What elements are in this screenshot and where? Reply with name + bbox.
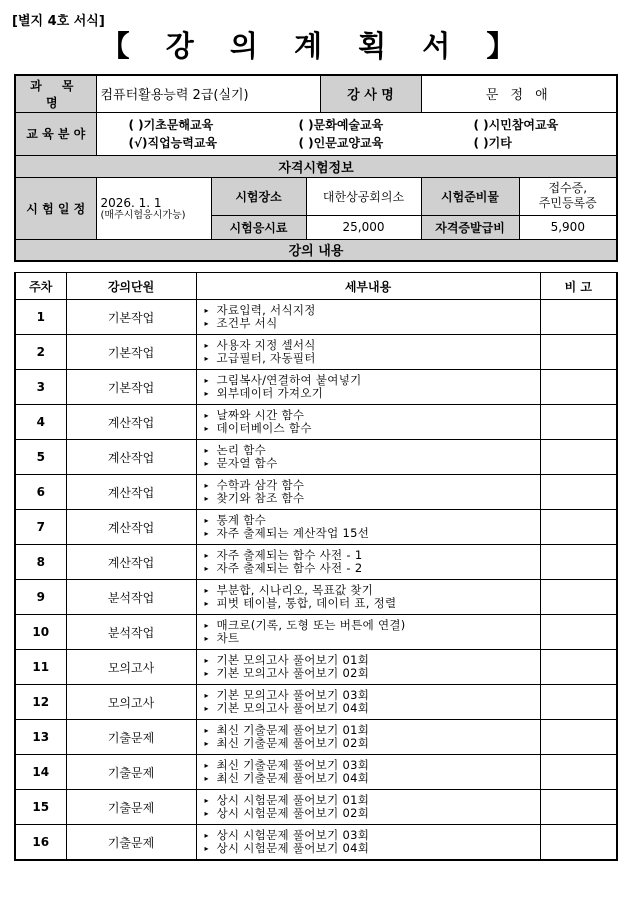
plan-row — [15, 510, 617, 545]
materials-line-1: 접수증, — [548, 181, 588, 195]
lecture-unit: 계산작업 — [66, 440, 196, 475]
detail-text: 피벗 테이블, 통합, 데이터 표, 정렬 — [216, 596, 397, 610]
triangle-bullet-icon: ▸ — [204, 621, 209, 630]
exam-date-value: 2026. 1. 1 — [100, 195, 162, 210]
detail-text: 문자열 함수 — [216, 456, 278, 470]
detail-list-cell — [196, 650, 540, 685]
option-basic-literacy: ( )기초문해교육 — [128, 118, 214, 132]
detail-list-cell — [196, 405, 540, 440]
option-other: ( )기타 — [473, 136, 512, 150]
detail-item — [205, 457, 536, 470]
qualification-section-header: 자격시험정보 — [15, 155, 617, 177]
instructor-value: 문 정 애 — [421, 75, 617, 112]
lecture-unit: 기출문제 — [66, 790, 196, 825]
detail-list — [201, 724, 536, 750]
plan-row — [15, 650, 617, 685]
detail-text: 통계 함수 — [216, 513, 267, 527]
remarks-cell — [540, 440, 617, 475]
triangle-bullet-icon: ▸ — [204, 516, 209, 525]
detail-text: 상시 시험문제 풀어보기 03회 — [216, 828, 370, 842]
triangle-bullet-icon: ▸ — [204, 691, 209, 700]
detail-item — [205, 597, 536, 610]
plan-row — [15, 440, 617, 475]
week-number: 16 — [15, 825, 66, 861]
triangle-bullet-icon: ▸ — [204, 634, 209, 643]
detail-item — [205, 387, 536, 400]
lecture-unit: 기출문제 — [66, 825, 196, 861]
subject-value: 컴퓨터활용능력 2급(실기) — [96, 75, 320, 112]
remarks-cell — [540, 545, 617, 580]
detail-text: 기본 모의고사 풀어보기 01회 — [216, 653, 370, 667]
detail-item — [205, 842, 536, 855]
lecture-unit: 기본작업 — [66, 370, 196, 405]
detail-text: 부분합, 시나리오, 목표값 찾기 — [216, 583, 374, 597]
detail-list — [201, 689, 536, 715]
detail-list-cell — [196, 580, 540, 615]
detail-text: 차트 — [216, 631, 240, 645]
triangle-bullet-icon: ▸ — [204, 796, 209, 805]
detail-list — [201, 479, 536, 505]
remarks-cell — [540, 510, 617, 545]
header-note: 비 고 — [540, 273, 617, 300]
detail-text: 수학과 삼각 함수 — [216, 478, 305, 492]
detail-list-cell — [196, 615, 540, 650]
detail-text: 기본 모의고사 풀어보기 03회 — [216, 688, 370, 702]
week-number: 13 — [15, 720, 66, 755]
education-field-grid — [127, 116, 617, 152]
header-details: 세부내용 — [196, 273, 540, 300]
option-humanities: ( )인문교양교육 — [298, 136, 384, 150]
plan-row — [15, 685, 617, 720]
exam-materials-value — [519, 177, 617, 215]
cert-fee-label: 자격증발급비 — [421, 215, 519, 239]
option-culture-arts: ( )문화예술교육 — [298, 118, 384, 132]
triangle-bullet-icon: ▸ — [204, 411, 209, 420]
triangle-bullet-icon: ▸ — [204, 389, 209, 398]
detail-text: 조건부 서식 — [216, 316, 278, 330]
triangle-bullet-icon: ▸ — [204, 564, 209, 573]
remarks-cell — [540, 685, 617, 720]
plan-row — [15, 755, 617, 790]
triangle-bullet-icon: ▸ — [204, 529, 209, 538]
triangle-bullet-icon: ▸ — [204, 306, 209, 315]
lecture-unit: 계산작업 — [66, 405, 196, 440]
plan-section-header: 강의 내용 — [15, 239, 617, 261]
detail-list-cell — [196, 510, 540, 545]
week-number: 8 — [15, 545, 66, 580]
option-civic: ( )시민참여교육 — [473, 118, 559, 132]
week-number: 9 — [15, 580, 66, 615]
detail-text: 최신 기출문제 풀어보기 01회 — [216, 723, 370, 737]
detail-item — [205, 422, 536, 435]
plan-header-row — [15, 273, 617, 300]
week-number: 6 — [15, 475, 66, 510]
week-number: 10 — [15, 615, 66, 650]
education-field-options — [96, 112, 617, 155]
week-number: 4 — [15, 405, 66, 440]
detail-text: 기본 모의고사 풀어보기 04회 — [216, 701, 370, 715]
triangle-bullet-icon: ▸ — [204, 551, 209, 560]
detail-list — [201, 829, 536, 855]
triangle-bullet-icon: ▸ — [204, 774, 209, 783]
remarks-cell — [540, 580, 617, 615]
triangle-bullet-icon: ▸ — [204, 599, 209, 608]
triangle-bullet-icon: ▸ — [204, 656, 209, 665]
detail-text: 최신 기출문제 풀어보기 02회 — [216, 736, 370, 750]
option-vocational: (√)직업능력교육 — [128, 136, 218, 150]
exam-place-label: 시험장소 — [211, 177, 306, 215]
triangle-bullet-icon: ▸ — [204, 424, 209, 433]
triangle-bullet-icon: ▸ — [204, 376, 209, 385]
remarks-cell — [540, 370, 617, 405]
detail-list — [201, 514, 536, 540]
remarks-cell — [540, 615, 617, 650]
detail-list — [201, 654, 536, 680]
detail-list — [201, 409, 536, 435]
week-number: 2 — [15, 335, 66, 370]
detail-list — [201, 374, 536, 400]
form-number-label: [별지 4호 서식] — [12, 14, 105, 29]
detail-text: 상시 시험문제 풀어보기 04회 — [216, 841, 370, 855]
detail-item — [205, 317, 536, 330]
detail-list-cell — [196, 825, 540, 861]
detail-item — [205, 772, 536, 785]
triangle-bullet-icon: ▸ — [204, 494, 209, 503]
detail-text: 그림복사/연결하여 붙여넣기 — [216, 373, 362, 387]
plan-row — [15, 405, 617, 440]
exam-date-label: 시 험 일 정 — [15, 177, 96, 239]
triangle-bullet-icon: ▸ — [204, 831, 209, 840]
plan-row — [15, 615, 617, 650]
detail-list-cell — [196, 720, 540, 755]
remarks-cell — [540, 335, 617, 370]
detail-item — [205, 619, 536, 632]
detail-item — [205, 702, 536, 715]
lecture-unit: 기출문제 — [66, 755, 196, 790]
plan-row — [15, 790, 617, 825]
detail-item — [205, 352, 536, 365]
detail-text: 자료입력, 서식지정 — [216, 303, 316, 317]
detail-text: 매크로(기록, 도형 또는 버튼에 연결) — [216, 618, 406, 632]
materials-line-2: 주민등록증 — [538, 196, 597, 210]
detail-item — [205, 492, 536, 505]
remarks-cell — [540, 790, 617, 825]
subject-label: 과 목 명 — [15, 75, 96, 112]
detail-list — [201, 304, 536, 330]
week-number: 15 — [15, 790, 66, 825]
triangle-bullet-icon: ▸ — [204, 704, 209, 713]
exam-place-value: 대한상공회의소 — [306, 177, 421, 215]
exam-date-note: (매주시험응시가능) — [100, 209, 186, 221]
lecture-unit: 기본작업 — [66, 300, 196, 335]
triangle-bullet-icon: ▸ — [204, 844, 209, 853]
remarks-cell — [540, 405, 617, 440]
week-number: 12 — [15, 685, 66, 720]
triangle-bullet-icon: ▸ — [204, 669, 209, 678]
lecture-plan-table — [14, 272, 618, 861]
detail-text: 상시 시험문제 풀어보기 01회 — [216, 793, 370, 807]
detail-text: 자주 출제되는 함수 사전 - 2 — [216, 561, 363, 575]
detail-item — [205, 667, 536, 680]
detail-list-cell — [196, 790, 540, 825]
detail-text: 자주 출제되는 계산작업 15선 — [216, 526, 370, 540]
cert-fee-value: 5,900 — [519, 215, 617, 239]
detail-list-cell — [196, 335, 540, 370]
detail-item — [205, 527, 536, 540]
detail-item — [205, 562, 536, 575]
plan-row — [15, 335, 617, 370]
plan-row — [15, 475, 617, 510]
week-number: 7 — [15, 510, 66, 545]
detail-item — [205, 737, 536, 750]
detail-text: 기본 모의고사 풀어보기 02회 — [216, 666, 370, 680]
detail-item — [205, 632, 536, 645]
detail-list — [201, 339, 536, 365]
detail-list — [201, 759, 536, 785]
week-number: 14 — [15, 755, 66, 790]
triangle-bullet-icon: ▸ — [204, 319, 209, 328]
plan-row — [15, 370, 617, 405]
triangle-bullet-icon: ▸ — [204, 739, 209, 748]
triangle-bullet-icon: ▸ — [204, 446, 209, 455]
plan-row — [15, 825, 617, 861]
lecture-unit: 분석작업 — [66, 580, 196, 615]
exam-materials-label: 시험준비물 — [421, 177, 519, 215]
exam-fee-value: 25,000 — [306, 215, 421, 239]
triangle-bullet-icon: ▸ — [204, 354, 209, 363]
week-number: 1 — [15, 300, 66, 335]
detail-text: 최신 기출문제 풀어보기 03회 — [216, 758, 370, 772]
instructor-label: 강 사 명 — [320, 75, 421, 112]
triangle-bullet-icon: ▸ — [204, 761, 209, 770]
education-field-label: 교 육 분 야 — [15, 112, 96, 155]
remarks-cell — [540, 300, 617, 335]
remarks-cell — [540, 650, 617, 685]
header-week: 주차 — [15, 273, 66, 300]
detail-text: 자주 출제되는 함수 사전 - 1 — [216, 548, 363, 562]
detail-list — [201, 444, 536, 470]
triangle-bullet-icon: ▸ — [204, 481, 209, 490]
exam-fee-label: 시험응시료 — [211, 215, 306, 239]
remarks-cell — [540, 755, 617, 790]
detail-text: 찾기와 참조 함수 — [216, 491, 305, 505]
plan-row — [15, 545, 617, 580]
triangle-bullet-icon: ▸ — [204, 341, 209, 350]
detail-text: 사용자 지정 셀서식 — [216, 338, 316, 352]
remarks-cell — [540, 475, 617, 510]
detail-text: 최신 기출문제 풀어보기 04회 — [216, 771, 370, 785]
course-info-table — [14, 74, 618, 262]
lecture-unit: 기출문제 — [66, 720, 196, 755]
plan-row — [15, 300, 617, 335]
detail-text: 논리 함수 — [216, 443, 267, 457]
lecture-unit: 계산작업 — [66, 475, 196, 510]
detail-list — [201, 619, 536, 645]
detail-list — [201, 584, 536, 610]
detail-text: 외부데이터 가져오기 — [216, 386, 324, 400]
detail-text: 고급필터, 자동필터 — [216, 351, 316, 365]
lecture-unit: 모의고사 — [66, 685, 196, 720]
remarks-cell — [540, 825, 617, 861]
detail-text: 날짜와 시간 함수 — [216, 408, 305, 422]
document-title: 【 강 의 계 획 서 】 — [100, 29, 529, 63]
detail-item — [205, 807, 536, 820]
header-unit: 강의단원 — [66, 273, 196, 300]
triangle-bullet-icon: ▸ — [204, 726, 209, 735]
plan-row — [15, 580, 617, 615]
lecture-unit: 기본작업 — [66, 335, 196, 370]
lecture-unit: 계산작업 — [66, 510, 196, 545]
week-number: 11 — [15, 650, 66, 685]
triangle-bullet-icon: ▸ — [204, 809, 209, 818]
week-number: 3 — [15, 370, 66, 405]
detail-list-cell — [196, 475, 540, 510]
plan-row — [15, 720, 617, 755]
detail-text: 데이터베이스 함수 — [216, 421, 312, 435]
detail-list-cell — [196, 685, 540, 720]
detail-list — [201, 549, 536, 575]
detail-text: 상시 시험문제 풀어보기 02회 — [216, 806, 370, 820]
detail-list-cell — [196, 755, 540, 790]
exam-date-cell — [96, 177, 211, 239]
detail-list-cell — [196, 370, 540, 405]
detail-list — [201, 794, 536, 820]
plan-body — [15, 300, 617, 861]
triangle-bullet-icon: ▸ — [204, 586, 209, 595]
detail-list-cell — [196, 300, 540, 335]
week-number: 5 — [15, 440, 66, 475]
triangle-bullet-icon: ▸ — [204, 459, 209, 468]
detail-list-cell — [196, 440, 540, 475]
remarks-cell — [540, 720, 617, 755]
lecture-unit: 모의고사 — [66, 650, 196, 685]
detail-list-cell — [196, 545, 540, 580]
lecture-unit: 계산작업 — [66, 545, 196, 580]
lecture-unit: 분석작업 — [66, 615, 196, 650]
